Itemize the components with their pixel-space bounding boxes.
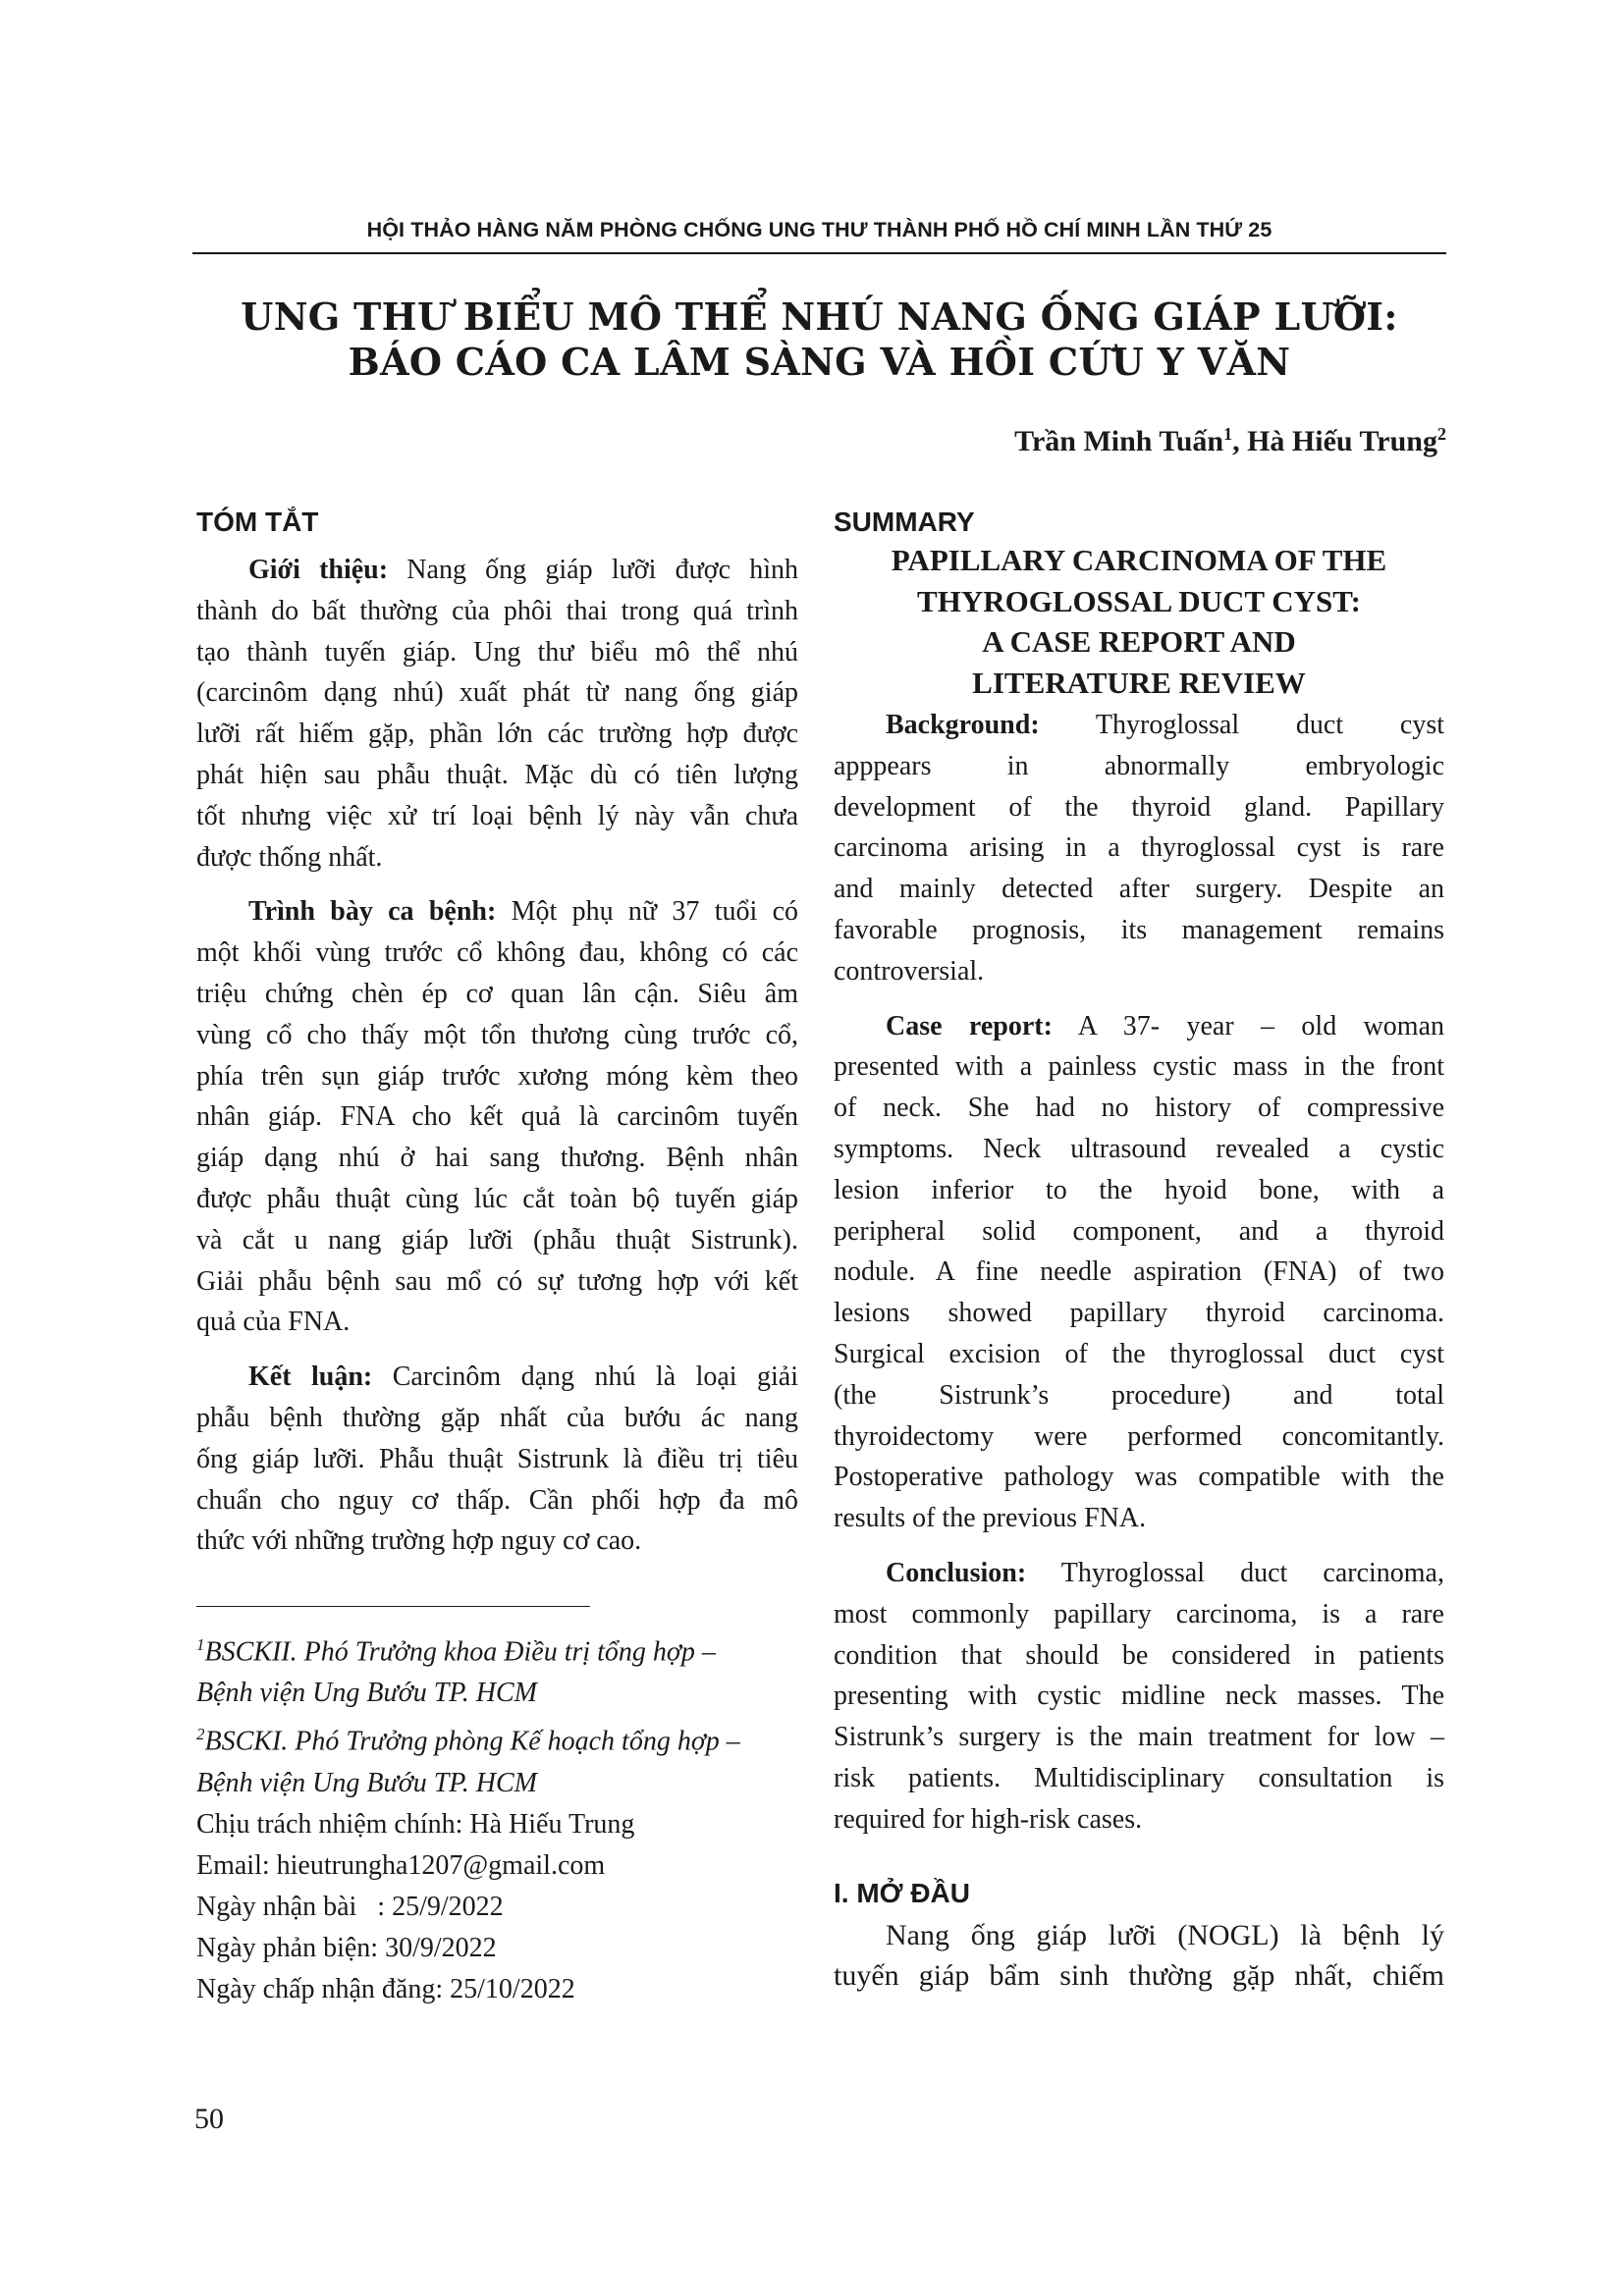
running-header: HỘI THẢO HÀNG NĂM PHÒNG CHỐNG UNG THƯ THÀNH PHỐ HỒ CHÍ MINH LẦN THỨ 25	[366, 218, 1272, 241]
line: tuyến giáp bẩm sinh thường gặp nhất, chiếm	[834, 1959, 1444, 1993]
line: required for high-risk cases.	[834, 1803, 1143, 1835]
background-label: Background:	[886, 710, 1040, 740]
line: Sistrunk’s surgery is the main treatment for low –	[834, 1722, 1444, 1753]
abstract-en-case	[834, 1006, 1444, 1539]
line: nodule. A fine needle aspiration (FNA) of two	[834, 1256, 1444, 1288]
abstract-vi-heading: TÓM TẮT	[196, 507, 319, 537]
line: Trình bày ca bệnh: Một phụ nữ 37 tuổi có	[248, 896, 799, 928]
line: nhân giáp. FNA cho kết quả là carcinôm tuyến	[196, 1101, 798, 1133]
author-separator: ,	[1232, 425, 1248, 457]
abstract-vi-conclusion	[196, 1357, 798, 1562]
line: thyroidectomy were performed concomitantly.	[834, 1420, 1444, 1452]
section-1-body	[834, 1915, 1444, 1998]
author-2-affiliation: 2	[1437, 424, 1446, 444]
responsible-author: Chịu trách nhiệm chính: Hà Hiếu Trung	[196, 1808, 635, 1840]
line: được phẫu thuật cùng lúc cắt toàn bộ tuyến giáp	[196, 1183, 798, 1214]
case-report-label: Case report:	[886, 1010, 1053, 1041]
conclusion-label: Kết luận:	[248, 1362, 373, 1393]
line: presented with a painless cystic mass in the front	[834, 1051, 1444, 1083]
line: ống giáp lưỡi. Phẫu thuật Sistrunk là điều trị tiêu	[196, 1443, 798, 1474]
conclusion-en-label: Conclusion:	[886, 1557, 1027, 1588]
date-reviewed: Ngày phản biện: 30/9/2022	[196, 1932, 497, 1963]
title-line: THYROGLOSSAL DUCT CYST:	[917, 583, 1361, 618]
line: lesion inferior to the hyoid bone, with a	[834, 1174, 1444, 1205]
footnotes	[196, 1625, 825, 2010]
line: thức với những trường hợp nguy cơ cao.	[196, 1525, 642, 1557]
article-title	[192, 294, 1446, 385]
title-line: LITERATURE REVIEW	[972, 665, 1306, 700]
line: Conclusion: Thyroglossal duct carcinoma,	[886, 1557, 1444, 1588]
contact-email[interactable]: Email: hieutrungha1207@gmail.com	[196, 1849, 606, 1881]
line: most commonly papillary carcinoma, is a rare	[834, 1598, 1444, 1629]
title-line: PAPILLARY CARCINOMA OF THE	[891, 543, 1387, 577]
date-received: Ngày nhận bài : 25/9/2022	[196, 1891, 504, 1922]
abstract-vi-case	[196, 891, 798, 1343]
abstract-vi	[196, 507, 798, 1562]
header-rule	[192, 252, 1446, 254]
line: vùng cổ cho thấy một tổn thương cùng trước cổ,	[196, 1019, 798, 1050]
line: chuẩn cho nguy cơ thấp. Cần phối hợp đa mô	[196, 1484, 798, 1516]
footnote-1: $^1$BSCKII. Phó Trưởng khoa Điều trị tổng hợp –	[196, 1635, 716, 1668]
section-1-heading: I. MỞ ĐẦU	[834, 1877, 970, 1908]
line: of neck. She had no history of compressive	[834, 1093, 1444, 1124]
line: và cắt u nang giáp lưỡi (phẫu thuật Sistrunk).	[196, 1224, 798, 1255]
line: apppears in abnormally embryologic	[834, 750, 1444, 781]
title-line-2: BÁO CÁO CA LÂM SÀNG VÀ HỒI CỨU Y VĂN	[348, 340, 1291, 384]
footnote-2: $^2$BSCKI. Phó Trưởng phòng Kế hoạch tổng hợp –	[196, 1725, 740, 1757]
line: Giới thiệu: Nang ống giáp lưỡi được hình	[248, 555, 799, 585]
line: được thống nhất.	[196, 841, 383, 873]
line: condition that should be considered in patients	[834, 1639, 1444, 1671]
line: Case report: A 37- year – old woman	[886, 1010, 1445, 1041]
line: symptoms. Neck ultrasound revealed a cystic	[834, 1133, 1444, 1164]
line: phát hiện sau phẫu thuật. Mặc dù có tiên lượng	[196, 759, 798, 790]
line: and mainly detected after surgery. Despite an	[834, 874, 1444, 905]
line: lesions showed papillary thyroid carcinoma.	[834, 1298, 1444, 1329]
line: Nang ống giáp lưỡi (NOGL) là bệnh lý	[886, 1918, 1444, 1951]
line: Postoperative pathology was compatible with the	[834, 1462, 1444, 1493]
line: tạo thành tuyến giáp. Ung thư biểu mô thể nhú	[196, 636, 798, 667]
line: controversial.	[834, 955, 985, 987]
abstract-en-conclusion	[834, 1553, 1444, 1841]
abstract-vi-intro	[196, 550, 798, 878]
author-1-affiliation: 1	[1223, 424, 1233, 444]
footnote-rule	[196, 1606, 590, 1607]
line: tốt nhưng việc xử trí loại bệnh lý này vẫn chưa	[196, 800, 798, 831]
line: Kết luận: Carcinôm dạng nhú là loại giải	[248, 1362, 799, 1393]
authors	[1014, 424, 1446, 458]
line: quả của FNA.	[196, 1307, 351, 1338]
footnote-1-cont: Bệnh viện Ung Bướu TP. HCM	[196, 1678, 537, 1709]
line: favorable prognosis, its management remains	[834, 914, 1444, 945]
abstract-en-background	[834, 705, 1444, 992]
line: risk patients. Multidisciplinary consultation is	[834, 1762, 1444, 1793]
line: một khối vùng trước cổ không đau, không có các	[196, 937, 798, 969]
line: Giải phẫu bệnh sau mổ có sự tương hợp với kết	[196, 1265, 798, 1297]
line: (carcinôm dạng nhú) xuất phát từ nang ống giáp	[196, 677, 798, 709]
line: Surgical excision of the thyroglossal duct cyst	[834, 1338, 1444, 1369]
title-line-1: UNG THƯ BIỂU MÔ THỂ NHÚ NANG ỐNG GIÁP LƯỠI:	[241, 294, 1398, 339]
title-line: A CASE REPORT AND	[982, 624, 1296, 659]
line: thành do bất thường của phôi thai trong quá trình	[196, 595, 798, 626]
line: phía trên sụn giáp trước xương móng kèm theo	[196, 1060, 798, 1092]
line: triệu chứng chèn ép cơ quan lân cận. Siêu âm	[196, 978, 798, 1009]
line: phẫu bệnh thường gặp nhất của bướu ác nang	[196, 1402, 798, 1433]
page-number: 50	[194, 2103, 224, 2135]
line: presenting with cystic midline neck masses. The	[834, 1681, 1444, 1712]
line: (the Sistrunk’s procedure) and total	[834, 1379, 1444, 1411]
footnote-2-cont: Bệnh viện Ung Bướu TP. HCM	[196, 1767, 537, 1798]
author-2: Hà Hiếu Trung	[1247, 425, 1437, 457]
abstract-en	[834, 507, 1444, 1997]
line: peripheral solid component, and a thyroid	[834, 1215, 1444, 1247]
line: lưỡi rất hiếm gặp, phần lớn các trường hợp được	[196, 719, 798, 750]
line: carcinoma arising in a thyroglossal cyst is rare	[834, 832, 1444, 864]
line: giáp dạng nhú ở hai sang thương. Bệnh nhân	[196, 1143, 798, 1174]
abstract-en-title	[834, 540, 1444, 703]
line: Background: Thyroglossal duct cyst	[886, 710, 1444, 740]
author-1: Trần Minh Tuấn	[1014, 425, 1224, 457]
abstract-en-heading: SUMMARY	[834, 507, 975, 537]
intro-label: Giới thiệu:	[248, 555, 389, 585]
line: development of the thyroid gland. Papillary	[834, 791, 1444, 823]
line: results of the previous FNA.	[834, 1503, 1147, 1534]
date-accepted: Ngày chấp nhận đăng: 25/10/2022	[196, 1973, 575, 2004]
case-label: Trình bày ca bệnh:	[248, 896, 497, 928]
